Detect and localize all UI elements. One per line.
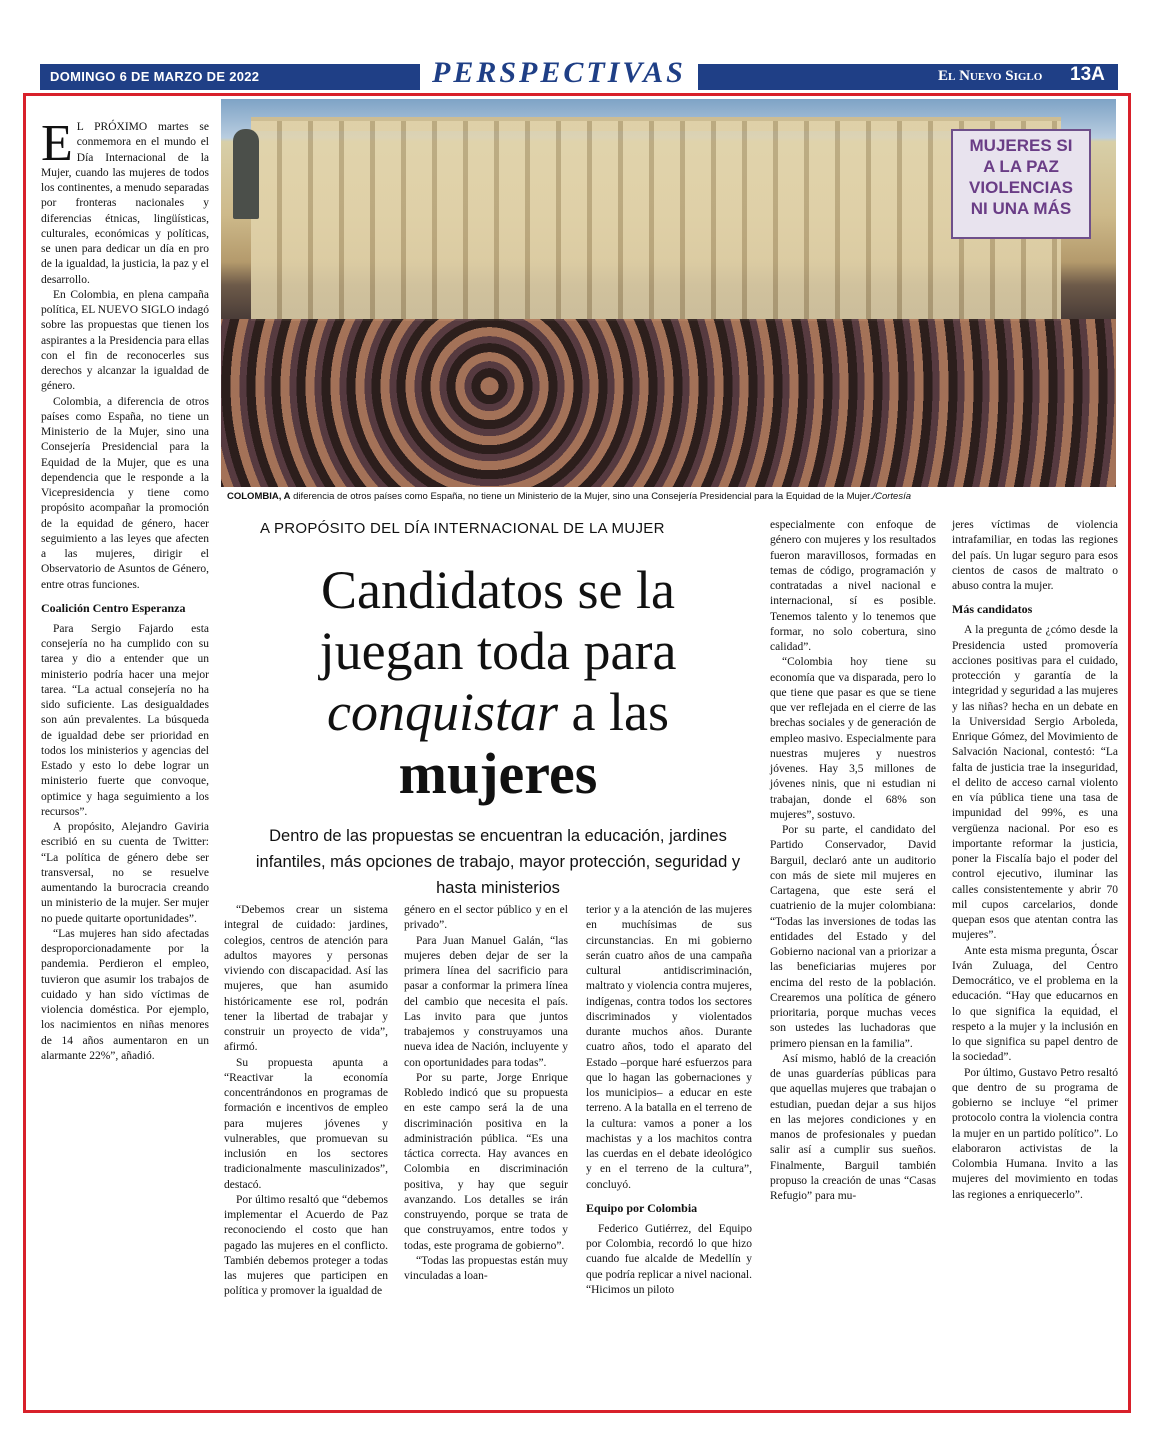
- caption-credit: /Cortesía: [872, 491, 912, 502]
- issue-date: DOMINGO 6 DE MARZO DE 2022: [50, 69, 260, 84]
- column-2: [224, 903, 388, 1300]
- drop-cap: E: [41, 115, 73, 172]
- paragraph: Para Sergio Fajardo esta consejería no ha cumplido con su tarea y dio a entender que un ministerio podría hacer una mejor tarea. “La actual consejería no ha sido suficiente. Las desigualdades son aún prevalentes. La búsqueda de igualdad debe ser prioridad en todos los ministerios y agencias del Estado y esto lo debe lograr un ministerio fuerte que convoque, optimice y haga seguimiento a los recursos”.: [41, 622, 209, 818]
- column-4: [586, 903, 752, 1298]
- column-5: [770, 518, 936, 1204]
- column-1: [41, 115, 209, 1064]
- sign-line: VIOLENCIAS: [969, 178, 1073, 197]
- paragraph: “Colombia hoy tiene su economía que va disparada, pero lo que tiene que pasar es que se tiene que ver reflejada en el cierre de las brechas sociales y de generación de empleo masivo. Especialmente para nuestras mujeres y nuestros jóvenes. Hay 3,5 millones de jóvenes ninis, que ni estudian ni trabajan, donde el 68% son mujeres”, sostuvo.: [770, 656, 936, 821]
- paragraph: “Las mujeres han sido afectadas desproporcionadamente por la pandemia. Perdieron el empleo, tuvieron que asumir los trabajos de cuidado y han sido víctimas de violencia doméstica. Por ejemplo, los nacimientos en niñas menores de 14 años aumentaron en un alarmante 22%”, añadió.: [41, 927, 209, 1062]
- statue: [233, 129, 259, 219]
- caption-text: diferencia de otros países como España, no tiene un Ministerio de la Mujer, sino una Consejería Presidencial para la Equidad de la Mujer.: [290, 491, 873, 502]
- paragraph: Ante esta misma pregunta, Óscar Iván Zuluaga, del Centro Democrático, ve el problema en la educación. “Hay que educarnos en lo que significa la equidad, el respeto a la mujer y la inclusión en lo que significa su papel dentro de la sociedad”.: [952, 944, 1118, 1064]
- paragraph: Colombia, a diferencia de otros países como España, no tiene un Ministerio de la Mujer, sino una Consejería Presidencial para la Equidad de la Mujer, que es una dependencia que le responde a la Vicepresidencia y tiene como propósito acompañar la promoción de la equidad de género, hacer seguimiento a las leyes que afecten a las mujeres, dirigir el Observatorio de Asuntos de Género, entre otras funciones.: [41, 395, 209, 591]
- newspaper-name: El Nuevo Siglo: [938, 68, 1043, 84]
- photo-caption: [227, 491, 1117, 502]
- subheading: Equipo por Colombia: [586, 1200, 698, 1215]
- paragraph: jeres víctimas de violencia intrafamiliar, en todas las regiones del país. Un lugar seguro para esos cientos de casos de maltrato o abuso contra la mujer.: [952, 519, 1118, 592]
- kicker: A PROPÓSITO DEL DÍA INTERNACIONAL DE LA MUJER: [260, 520, 665, 537]
- sign-line: A LA PAZ: [983, 157, 1059, 176]
- column-6: [952, 518, 1118, 1203]
- paragraph: especialmente con enfoque de género con mujeres y los resultados fueron maravillosos, formadas en temas de código, programación y contratadas a nivel nacional e internacional, sí es posible. Tenemos talento y lo tenemos que formar, no solo cobertura, sino calidad”.: [770, 519, 936, 653]
- headline-line: conquistar a las: [327, 682, 669, 742]
- masthead: [40, 55, 1118, 95]
- headline-line: mujeres: [398, 741, 598, 806]
- paragraph: A la pregunta de ¿cómo desde la Presidencia usted promovería acciones positivas para el cuidado, protección y garantía de la integridad y seguridad a las mujeres y las niñas? hecha en un debate en la Universidad Sergio Arboleda, Enrique Gómez, del Movimiento de Salvación Nacional, contestó: “La falta de justicia trae la inseguridad, el delito de acceso carnal violento en vía pública tiene una tasa de impunidad del 99%, es una vergüenza nacional. Por eso es importante reformar la justicia, poner la Fiscalía bajo el poder del control ejecutivo, iluminar las calles consistentemente y abrir 70 mil cupos carcelarios, donde quepan esos que atentan contra las mujeres”.: [952, 624, 1118, 942]
- section-title: PERSPECTIVAS: [420, 55, 698, 91]
- page-number: 13A: [1070, 64, 1105, 85]
- caption-lead: COLOMBIA, A: [227, 491, 291, 502]
- paragraph: “Todas las propuestas están muy vinculadas a loan-: [404, 1254, 568, 1282]
- paragraph: Por último resaltó que “debemos implementar el Acuerdo de Paz reconociendo el costo que han pagado las mujeres en el conflicto. También debemos proteger a todas las mujeres que participen en política y promover la igualdad de: [224, 1193, 388, 1298]
- paragraph: Por su parte, el candidato del Partido Conservador, David Barguil, declaró ante un auditorio con más de siete mil mujeres en Cartagena, que este será el cuatrienio de la mujer colombiana: “Todas las inversiones de todas las entidades del Estado y del Gobierno nacional van a priorizar a las beneficiarias mujeres por encima del resto de la población. Crearemos una política de género prioritaria, porque muchas veces son ustedes las luchadoras que primero piensan en la familia”.: [770, 824, 936, 1050]
- paragraph: Para Juan Manuel Galán, “las mujeres deben dejar de ser la primera línea del sacrificio para pasar a conformar la primera línea del cambio que necesita el país. Las invito para que juntos trabajemos y construyamos una nueva idea de Nación, incluyente y con oportunidades para todas”.: [404, 934, 568, 1069]
- paragraph: “Debemos crear un sistema integral de cuidado: jardines, colegios, centros de atención para adultos mayores y personas viviendo con discapacidad. Así las mujeres, que han asumido históricamente ese rol, podrán tener la libertad de trabajar y construir un proyecto de vida”, afirmó.: [224, 904, 388, 1054]
- paragraph: E L PRÓXIMO martes se conmemora en el mundo el Día Internacional de la Mujer, cuando las mujeres de todos los continentes, a menudo separadas por fronteras nacionales y diferencias étnicas, lingüísticas, culturales, económicas y políticas, se unen para dedicar un día en pro de la igualdad, la justicia, la paz y el desarrollo.: [41, 115, 209, 286]
- capitol-building: [251, 121, 1061, 321]
- paragraph: terior y a la atención de las mujeres en muchísimas de sus circunstancias. En mi gobierno serán cuatro años de una campaña cultural antidiscriminación, maltrato y violencia contra mujeres, indígenas, contra todos los sectores discriminados y violentados durante muchos años. Durante cuatro años, todo el aparato del Estado –porque haré esfuerzos para que lo hagan las gobernaciones y los municipios– a educar en este terreno. A la batalla en el terreno de la cultura: vamos a poner a los machistas y a los machitos contra las cuerdas en el debate ideológico y en el terreno de la cultura”, concluyó.: [586, 904, 752, 1191]
- sign-line: NI UNA MÁS: [970, 199, 1072, 218]
- deck: Dentro de las propuestas se encuentran la educación, jardines infantiles, más opciones de trabajo, mayor protección, seguridad y hasta ministerios: [255, 827, 741, 897]
- headline: [238, 560, 758, 804]
- paragraph: Por último, Gustavo Petro resaltó que dentro de su programa de gobierno se incluye “el primer protocolo contra la violencia contra la mujer en un partido político”. Lo elaboraron activistas de la Colombia Humana. Invito a las mujeres del movimiento en todas las regiones a enriquecerlo”.: [952, 1066, 1118, 1201]
- protest-sign: [951, 129, 1091, 239]
- paragraph: género en el sector público y en el privado”.: [404, 904, 568, 932]
- sign-line: MUJERES SI: [969, 136, 1073, 155]
- headline-line: Candidatos se la: [321, 560, 675, 620]
- crowd: [221, 319, 1116, 487]
- headline-line: juegan toda para: [319, 621, 677, 681]
- column-3: [404, 903, 568, 1284]
- paragraph: Así mismo, habló de la creación de unas guarderías públicas para que aquellas mujeres que trabajan o estudian, puedan dejar a sus hijos en las mejores condiciones y en manos de profesionales y puedan salir así a cumplir sus sueños. Finalmente, Barguil también propuso la creación de unas “Casas Refugio” para mu-: [770, 1052, 936, 1202]
- protest-photo: [221, 99, 1116, 487]
- paragraph: Federico Gutiérrez, del Equipo por Colombia, recordó lo que hizo cuando fue alcalde de Medellín y que podría replicar a nivel nacional. “Hicimos un piloto: [586, 1222, 752, 1296]
- paragraph: Su propuesta apunta a “Reactivar la economía concentrándonos en programas de formación e incentivos de empleo para mujeres jóvenes y vulnerables, que promuevan su inclusión en los sectores tradicionalmente masculinizados”, destacó.: [224, 1056, 388, 1191]
- subheading: Más candidatos: [952, 602, 1033, 617]
- paragraph: Por su parte, Jorge Enrique Robledo indicó que su propuesta en este campo será la de una discriminación positiva en la administración pública. “Es una táctica correcta. Hay avances en Colombia en discriminación positiva, y hay que seguir avanzando. Los detalles se irán construyendo, porque se trata de que construyamos, entre todos y todas, este programa de gobierno”.: [404, 1071, 568, 1252]
- subheading: Coalición Centro Esperanza: [41, 600, 186, 615]
- paragraph: A propósito, Alejandro Gaviria escribió en su cuenta de Twitter: “La política de género debe ser transversal, no se resuelve aumentando la burocracia creando un ministerio de la mujer. Ser mujer no puede quitarte oportunidades”.: [41, 821, 209, 925]
- paragraph: En Colombia, en plena campaña política, EL NUEVO SIGLO indagó sobre las propuestas que tienen los aspirantes a la Presidencia para ellas con el fin de reconocerles sus derechos y alcanzar la igualdad de género.: [41, 288, 209, 393]
